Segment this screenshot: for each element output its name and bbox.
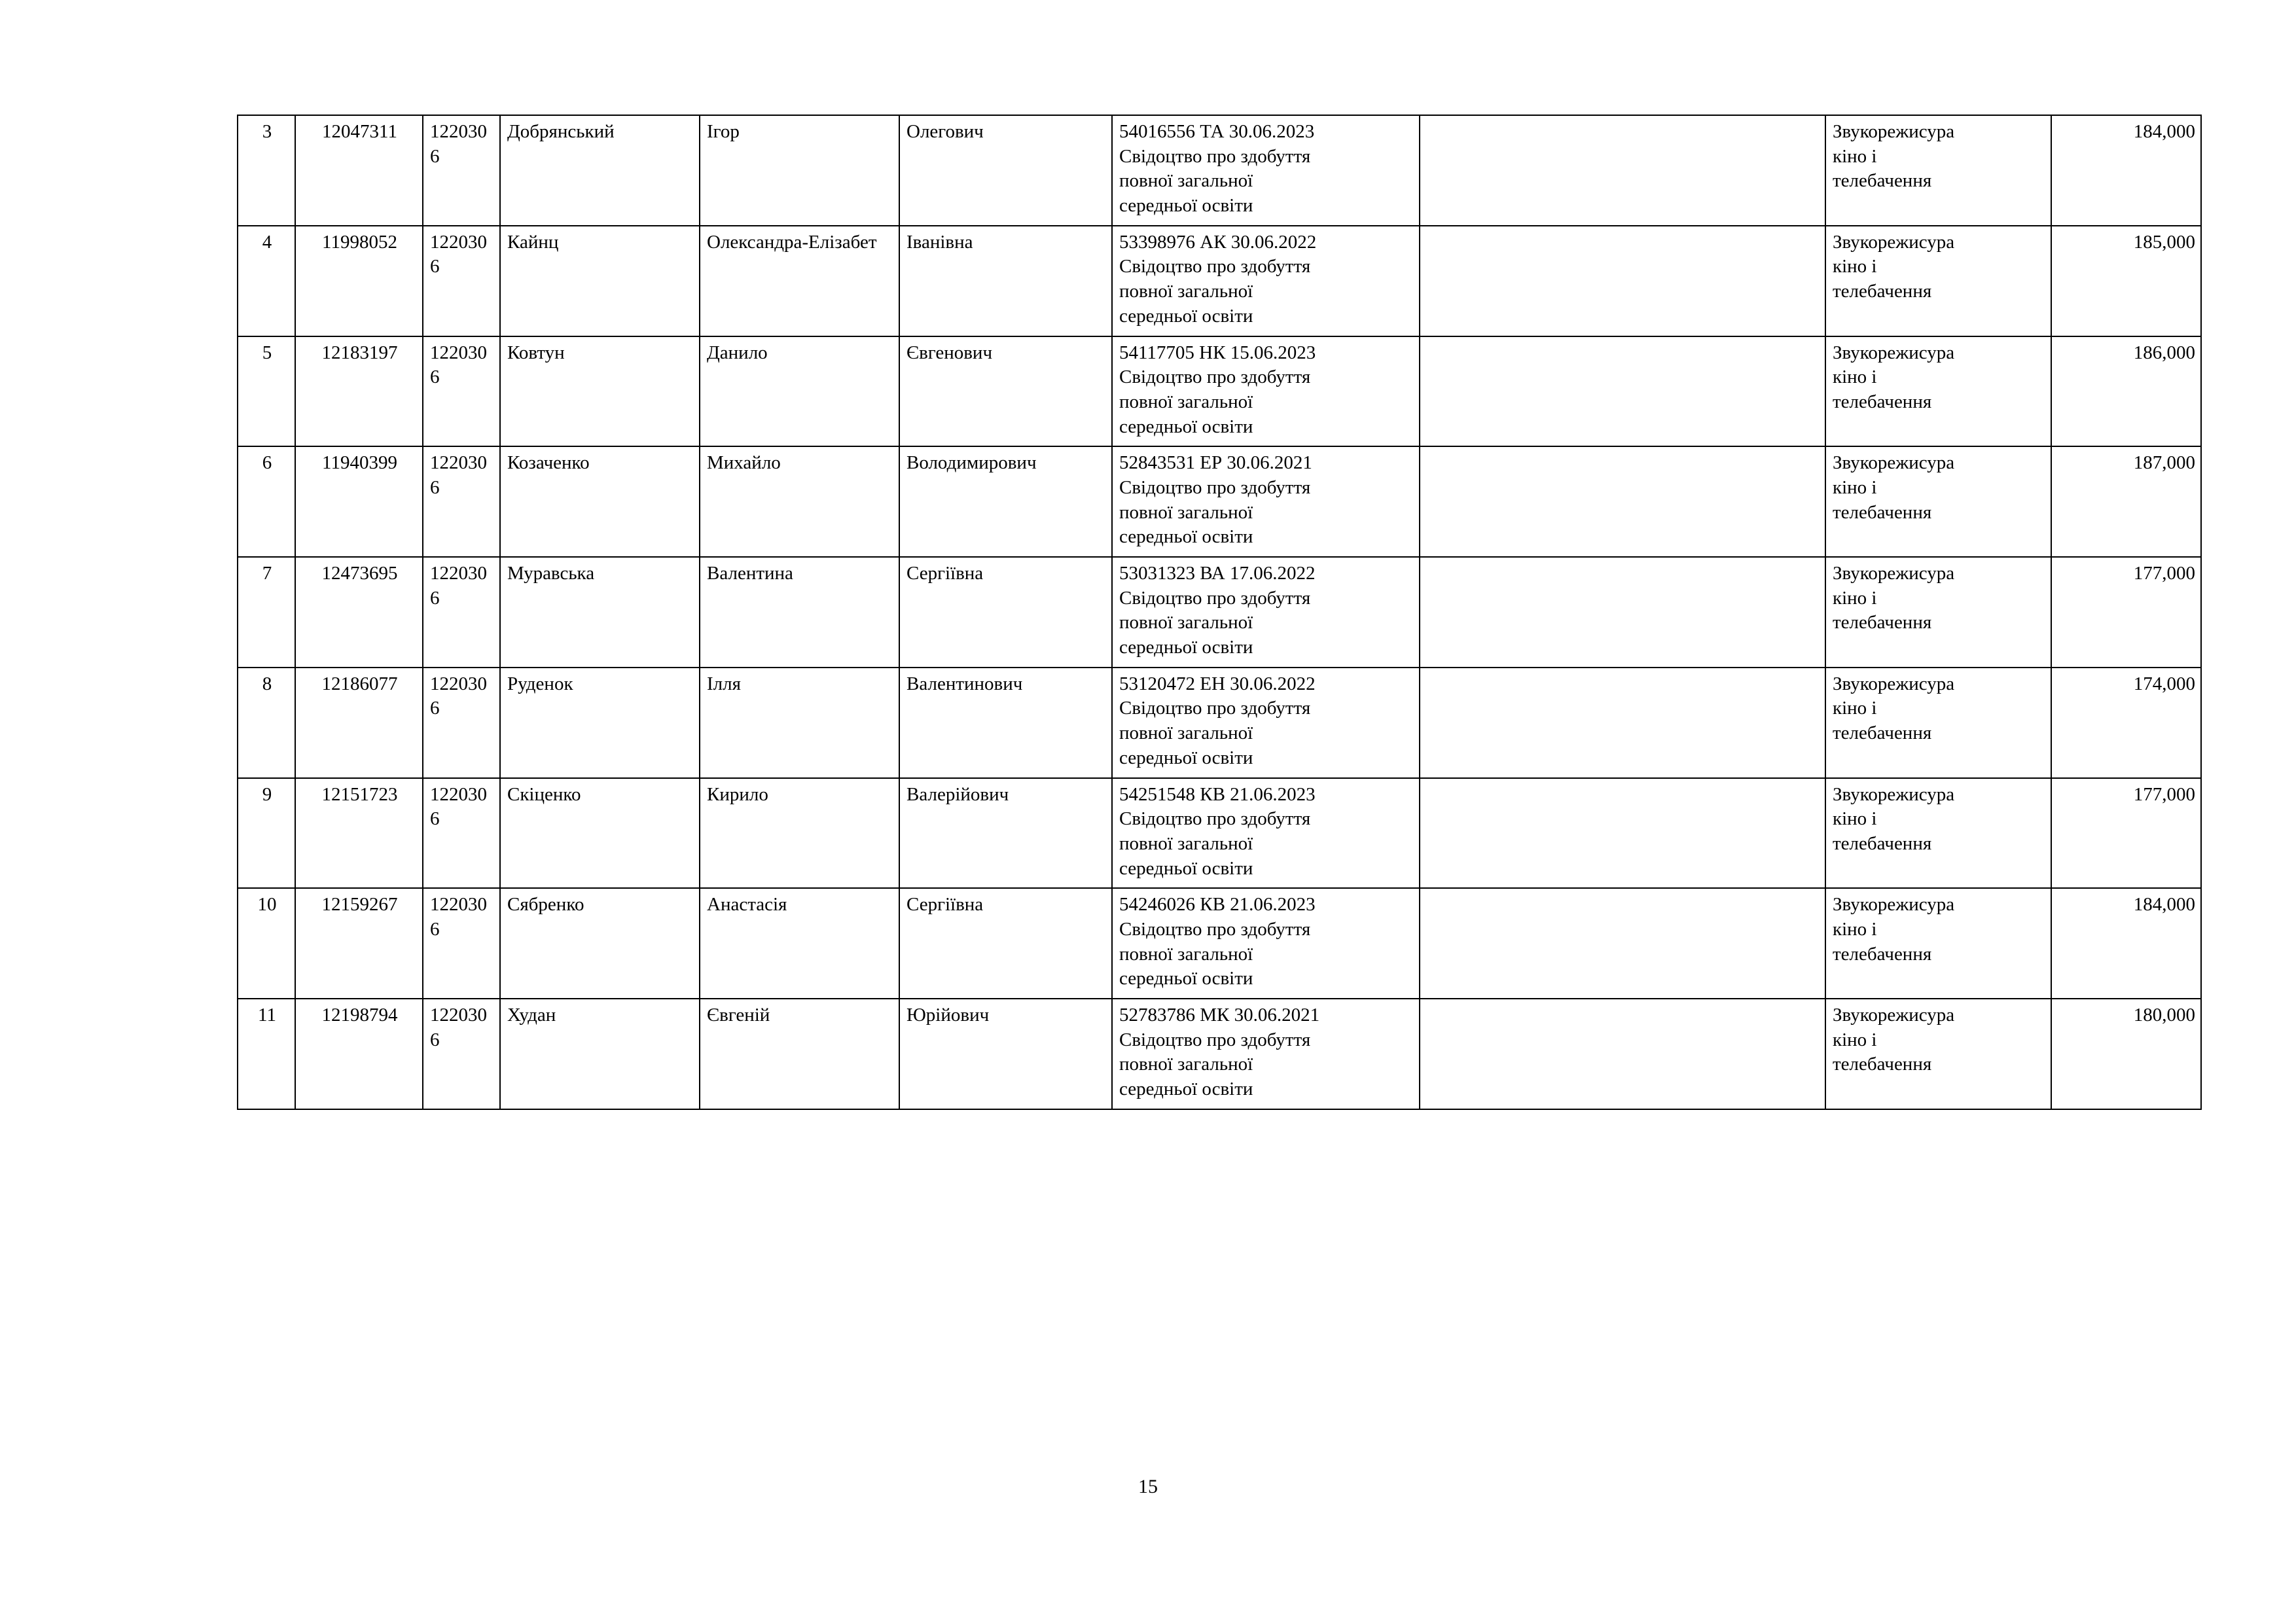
first-name: Ілля [700,668,899,778]
education-document-line: середньої освіти [1119,526,1253,548]
specialty-line: кіно і [1833,366,1877,388]
education-document-line: Свідоцтво про здобуття [1119,808,1311,830]
specialty-line: Звукорежисура [1833,563,1955,584]
patronymic: Євгенович [899,336,1112,447]
specialty [1825,557,2051,668]
education-document [1112,226,1420,336]
applicant-id: 12047311 [295,115,423,226]
specialty-line: телебачення [1833,832,1932,854]
specialty-line: телебачення [1833,1054,1932,1075]
education-document-line: середньої освіти [1119,305,1253,327]
offer-code: 1220306 [423,888,500,999]
specialty-line: телебачення [1833,943,1932,965]
applicant-id: 12183197 [295,336,423,447]
table-row [238,336,2201,447]
specialty-line: кіно і [1833,1029,1877,1050]
education-document-line: середньої освіти [1119,857,1253,879]
patronymic: Іванівна [899,226,1112,336]
page-number: 15 [1138,1476,1158,1497]
last-name: Кайнц [500,226,700,336]
specialty-line: Звукорежисура [1833,783,1955,805]
education-document-line: повної загальної [1119,1054,1253,1075]
education-document-line: 52783786 МК 30.06.2021 [1119,1005,1320,1026]
table-row [238,115,2201,226]
notes-cell [1420,446,1825,557]
applicants-table [237,115,2202,1110]
education-document-line: повної загальної [1119,943,1253,965]
applicant-id: 12198794 [295,999,423,1109]
education-document-line: середньої освіти [1119,968,1253,990]
education-document [1112,557,1420,668]
notes-cell [1420,336,1825,447]
specialty-line: телебачення [1833,501,1932,523]
education-document-line: Свідоцтво про здобуття [1119,587,1311,609]
table-row [238,226,2201,336]
row-number: 10 [238,888,295,999]
education-document-line: Свідоцтво про здобуття [1119,256,1311,277]
education-document-line: повної загальної [1119,832,1253,854]
specialty-line: Звукорежисура [1833,673,1955,694]
education-document-line: середньої освіти [1119,195,1253,217]
patronymic: Юрійович [899,999,1112,1109]
last-name: Руденок [500,668,700,778]
table-row [238,446,2201,557]
last-name: Сябренко [500,888,700,999]
row-number: 6 [238,446,295,557]
score: 184,000 [2051,888,2201,999]
applicant-id: 12159267 [295,888,423,999]
education-document-line: 54117705 НК 15.06.2023 [1119,342,1316,363]
patronymic: Валерійович [899,778,1112,889]
specialty [1825,226,2051,336]
score: 185,000 [2051,226,2201,336]
education-document [1112,446,1420,557]
offer-code: 1220306 [423,668,500,778]
last-name: Добрянський [500,115,700,226]
education-document-line: повної загальної [1119,612,1253,633]
education-document-line: 52843531 ЕР 30.06.2021 [1119,452,1312,474]
specialty-line: кіно і [1833,698,1877,719]
row-number: 4 [238,226,295,336]
specialty-line: Звукорежисура [1833,894,1955,916]
row-number: 11 [238,999,295,1109]
education-document-line: Свідоцтво про здобуття [1119,698,1311,719]
education-document-line: Свідоцтво про здобуття [1119,366,1311,388]
table-row [238,668,2201,778]
specialty-line: кіно і [1833,256,1877,277]
notes-cell [1420,668,1825,778]
row-number: 5 [238,336,295,447]
specialty-line: кіно і [1833,808,1877,830]
offer-code: 1220306 [423,446,500,557]
last-name: Козаченко [500,446,700,557]
applicants-table-body [238,115,2201,1109]
education-document-line: середньої освіти [1119,1079,1253,1100]
education-document-line: Свідоцтво про здобуття [1119,1029,1311,1050]
row-number: 3 [238,115,295,226]
notes-cell [1420,888,1825,999]
education-document [1112,668,1420,778]
specialty [1825,888,2051,999]
education-document-line: 53398976 АК 30.06.2022 [1119,231,1317,253]
specialty-line: кіно і [1833,587,1877,609]
specialty-line: телебачення [1833,391,1932,412]
education-document-line: середньої освіти [1119,747,1253,768]
education-document-line: 54016556 ТА 30.06.2023 [1119,121,1315,142]
last-name: Скіценко [500,778,700,889]
notes-cell [1420,115,1825,226]
offer-code: 1220306 [423,999,500,1109]
specialty [1825,446,2051,557]
patronymic: Олегович [899,115,1112,226]
applicant-id: 11940399 [295,446,423,557]
education-document [1112,115,1420,226]
specialty-line: Звукорежисура [1833,1005,1955,1026]
applicant-id: 12186077 [295,668,423,778]
specialty-line: Звукорежисура [1833,342,1955,363]
education-document-line: Свідоцтво про здобуття [1119,918,1311,940]
row-number: 7 [238,557,295,668]
education-document-line: середньої освіти [1119,637,1253,658]
specialty-line: кіно і [1833,918,1877,940]
education-document-line: 53031323 ВА 17.06.2022 [1119,563,1316,584]
specialty [1825,999,2051,1109]
specialty-line: кіно і [1833,145,1877,167]
first-name: Валентина [700,557,899,668]
first-name: Анастасія [700,888,899,999]
patronymic: Валентинович [899,668,1112,778]
specialty [1825,336,2051,447]
education-document-line: 53120472 ЕН 30.06.2022 [1119,673,1316,694]
offer-code: 1220306 [423,557,500,668]
specialty-line: кіно і [1833,476,1877,498]
education-document-line: Свідоцтво про здобуття [1119,476,1311,498]
education-document-line: повної загальної [1119,391,1253,412]
table-row [238,557,2201,668]
specialty-line: телебачення [1833,722,1932,744]
row-number: 9 [238,778,295,889]
score: 187,000 [2051,446,2201,557]
education-document-line: 54246026 КВ 21.06.2023 [1119,894,1316,916]
applicants-table-container [237,115,2200,1110]
specialty [1825,668,2051,778]
notes-cell [1420,226,1825,336]
first-name: Кирило [700,778,899,889]
applicant-id: 12473695 [295,557,423,668]
offer-code: 1220306 [423,115,500,226]
notes-cell [1420,778,1825,889]
patronymic: Володимирович [899,446,1112,557]
specialty [1825,778,2051,889]
first-name: Михайло [700,446,899,557]
offer-code: 1220306 [423,336,500,447]
education-document-line: повної загальної [1119,501,1253,523]
offer-code: 1220306 [423,226,500,336]
score: 177,000 [2051,557,2201,668]
table-row [238,888,2201,999]
specialty-line: телебачення [1833,612,1932,633]
row-number: 8 [238,668,295,778]
first-name: Олександра-Елізабет [700,226,899,336]
table-row [238,778,2201,889]
specialty-line: Звукорежисура [1833,231,1955,253]
specialty-line: Звукорежисура [1833,452,1955,474]
specialty [1825,115,2051,226]
first-name: Євгеній [700,999,899,1109]
notes-cell [1420,557,1825,668]
patronymic: Сергіївна [899,557,1112,668]
last-name: Худан [500,999,700,1109]
first-name: Данило [700,336,899,447]
education-document-line: повної загальної [1119,170,1253,192]
education-document-line: Свідоцтво про здобуття [1119,145,1311,167]
offer-code: 1220306 [423,778,500,889]
score: 180,000 [2051,999,2201,1109]
first-name: Ігор [700,115,899,226]
applicant-id: 12151723 [295,778,423,889]
applicant-id: 11998052 [295,226,423,336]
score: 186,000 [2051,336,2201,447]
specialty-line: телебачення [1833,170,1932,192]
table-row [238,999,2201,1109]
education-document-line: середньої освіти [1119,416,1253,437]
education-document [1112,999,1420,1109]
score: 177,000 [2051,778,2201,889]
specialty-line: Звукорежисура [1833,121,1955,142]
patronymic: Сергіївна [899,888,1112,999]
education-document [1112,336,1420,447]
education-document-line: 54251548 КВ 21.06.2023 [1119,783,1316,805]
education-document [1112,778,1420,889]
last-name: Ковтун [500,336,700,447]
score: 184,000 [2051,115,2201,226]
notes-cell [1420,999,1825,1109]
education-document-line: повної загальної [1119,281,1253,302]
specialty-line: телебачення [1833,281,1932,302]
education-document-line: повної загальної [1119,722,1253,744]
education-document [1112,888,1420,999]
last-name: Муравська [500,557,700,668]
score: 174,000 [2051,668,2201,778]
